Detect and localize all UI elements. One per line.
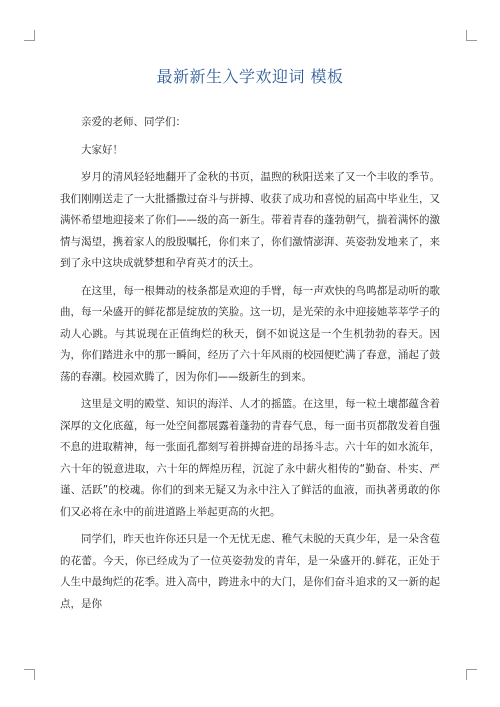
page-corner-mark-top-left — [24, 30, 35, 41]
page-corner-mark-bottom-left — [24, 669, 35, 680]
body-paragraph: 岁月的清风轻轻地翻开了金秋的书页，温煦的秋阳送来了又一个丰收的季节。我们刚刚送走了一大批播撒过奋斗与拼搏、收获了成功和喜悦的届高中毕业生，又满怀希望地迎接来了你们——级的高一新生。带着青春的蓬勃朝气，揣着满怀的激情与渴望，携着家人的殷殷嘱托，你们来了，你们激情澎湃、英姿勃发地来了，来到了永中这块成就梦想和孕育英才的沃土。 — [60, 171, 440, 269]
body-paragraph: 在这里，每一根舞动的枝条都是欢迎的手臂，每一声欢快的鸟鸣都是动听的歌曲，每一朵盛开的鲜花都是绽放的笑脸。这一切，是光荣的永中迎接她莘莘学子的动人心跳。与其说现在正值绚烂的秋天，倒不如说这是一个生机勃勃的春天。因为，你们踏进永中的那一瞬间，经历了六十年风雨的校园便贮满了春意，涌起了鼓荡的春潮。校园欢腾了，因为你们——级新生的到来。 — [60, 284, 440, 383]
page-corner-mark-bottom-right — [466, 669, 477, 680]
salutation: 亲爱的老师、同学们： — [81, 116, 186, 128]
document-body — [60, 112, 440, 621]
body-paragraph: 同学们，昨天也许你还只是一个无忧无虑、稚气未脱的天真少年，是一朵含苞的花蕾。今天，你已经成为了一位英姿勃发的青年，是一朵盛开的.鲜花，正处于人生中最绚烂的花季。进入高中，跨进永中的大门，是你们奋斗追求的又一新的起点，是你 — [60, 533, 440, 610]
page-corner-mark-top-right — [466, 30, 477, 41]
greeting: 大家好！ — [81, 143, 123, 156]
body-paragraph: 这里是文明的殿堂、知识的海洋、人才的摇篮。在这里，每一粒土壤都蕴含着深厚的文化底蕴，每一处空间都展露着蓬勃的青春气息，每一面书页都散发着自强不息的进取精神，每一张面孔都刻写着拼搏奋进的昂扬斗志。六十年的如水流年，六十年的锐意进取，六十年的辉煌历程，沉淀了永中薪火相传的“勤奋、朴实、严谨、活跃”的校魂。你们的到来无疑又为永中注入了鲜活的血液，而执著勇敢的你们又必将在永中的前进道路上举起更高的火把。 — [60, 398, 440, 518]
document-title: 最新新生入学欢迎词 模板 — [156, 67, 344, 86]
